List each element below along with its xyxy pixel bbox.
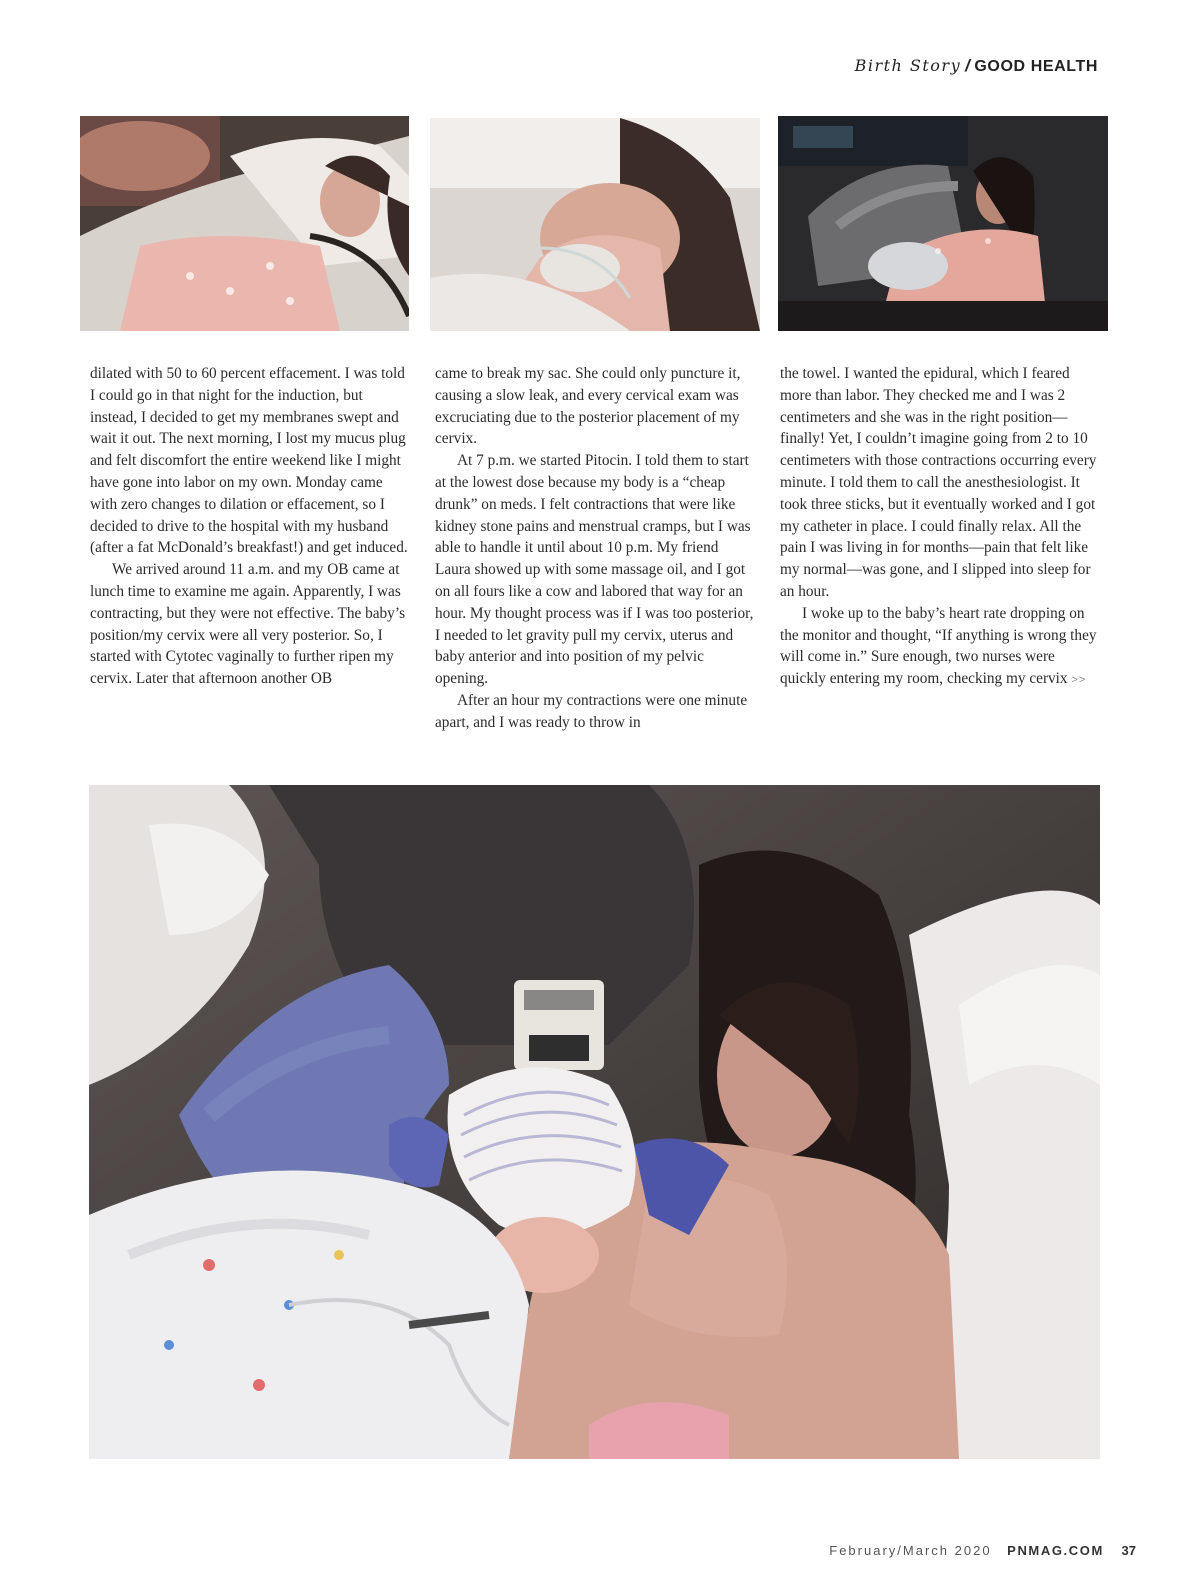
photo-mother-holding-newborn bbox=[89, 785, 1100, 1459]
body-paragraph: came to break my sac. She could only puncture it, causing a slow leak, and every cervical exam was excruciating due to the posterior placement of my cervix. bbox=[435, 365, 741, 448]
page-number: 37 bbox=[1121, 1543, 1136, 1558]
photo-mother-with-oxygen-mask bbox=[430, 118, 760, 331]
body-paragraph: At 7 p.m. we started Pitocin. I told them to start at the lowest dose because my body is a “cheap drunk” on meds. I felt contractions that were like kidney stone pains and menstrual cramps, but I was able to handle it until about 10 p.m. My friend Laura showed up with some massage oil, and I got on all fours like a cow and labored that way for an hour. My thought process was if I was too posterior, I needed to let gravity pull my cervix, uterus and baby anterior and into position of my pelvic opening. bbox=[435, 452, 754, 688]
issue-date: February/March 2020 bbox=[829, 1543, 992, 1558]
body-paragraph: dilated with 50 to 60 percent effacement. I was told I could go in that night for the induction, but instead, I decided to get my membranes swept and wait it out. The next morning, I lost my mucus plug and felt discomfort the entire weekend like I might have gone into labor on my own. Monday came with zero changes to dilation or effacement, so I decided to drive to the hospital with my husband (after a fat McDonald’s breakfast!) and get induced. bbox=[90, 365, 408, 557]
header-separator: / bbox=[965, 56, 971, 75]
continued-marker: >> bbox=[1071, 674, 1087, 687]
body-paragraph: After an hour my contractions were one minute apart, and I was ready to throw in bbox=[435, 691, 748, 731]
page-footer bbox=[829, 1543, 1136, 1558]
category-title: GOOD HEALTH bbox=[974, 58, 1098, 75]
body-paragraph: the towel. I wanted the epidural, which I feared more than labor. They checked me and I was 2 centimeters and she was in the right position—finally! Yet, I couldn’t imagine going from 2 to 10 centimeters with those contractions occurring every minute. I told them to call the anesthesiologist. It took three sticks, but it eventually worked and I got my catheter in place. I could finally relax. All the pain I was living in for months—pain that felt like my normal—was gone, and I slipped into sleep for an hour. bbox=[780, 365, 1097, 600]
text-column-2 bbox=[435, 363, 757, 734]
photo-mother-in-dim-room bbox=[778, 116, 1108, 331]
body-paragraph: I woke up to the baby’s heart rate dropping on the monitor and thought, “If anything is wrong they will come in.” Sure enough, two nurses were quickly entering my room, checking my cervix bbox=[780, 604, 1097, 688]
photo-mother-smiling-in-bed bbox=[80, 116, 409, 331]
text-column-3 bbox=[780, 363, 1102, 692]
text-column-1 bbox=[90, 363, 412, 690]
body-paragraph: We arrived around 11 a.m. and my OB came at lunch time to examine me again. Apparently, I was contracting, but they were not effective. The baby’s position/my cervix were all very posterior. So, I started with Cytotec vaginally to further ripen my cervix. Later that afternoon another OB bbox=[90, 561, 406, 688]
running-header bbox=[855, 56, 1098, 76]
website-link[interactable]: PNMAG.COM bbox=[1007, 1543, 1104, 1558]
section-title: Birth Story bbox=[854, 56, 962, 75]
